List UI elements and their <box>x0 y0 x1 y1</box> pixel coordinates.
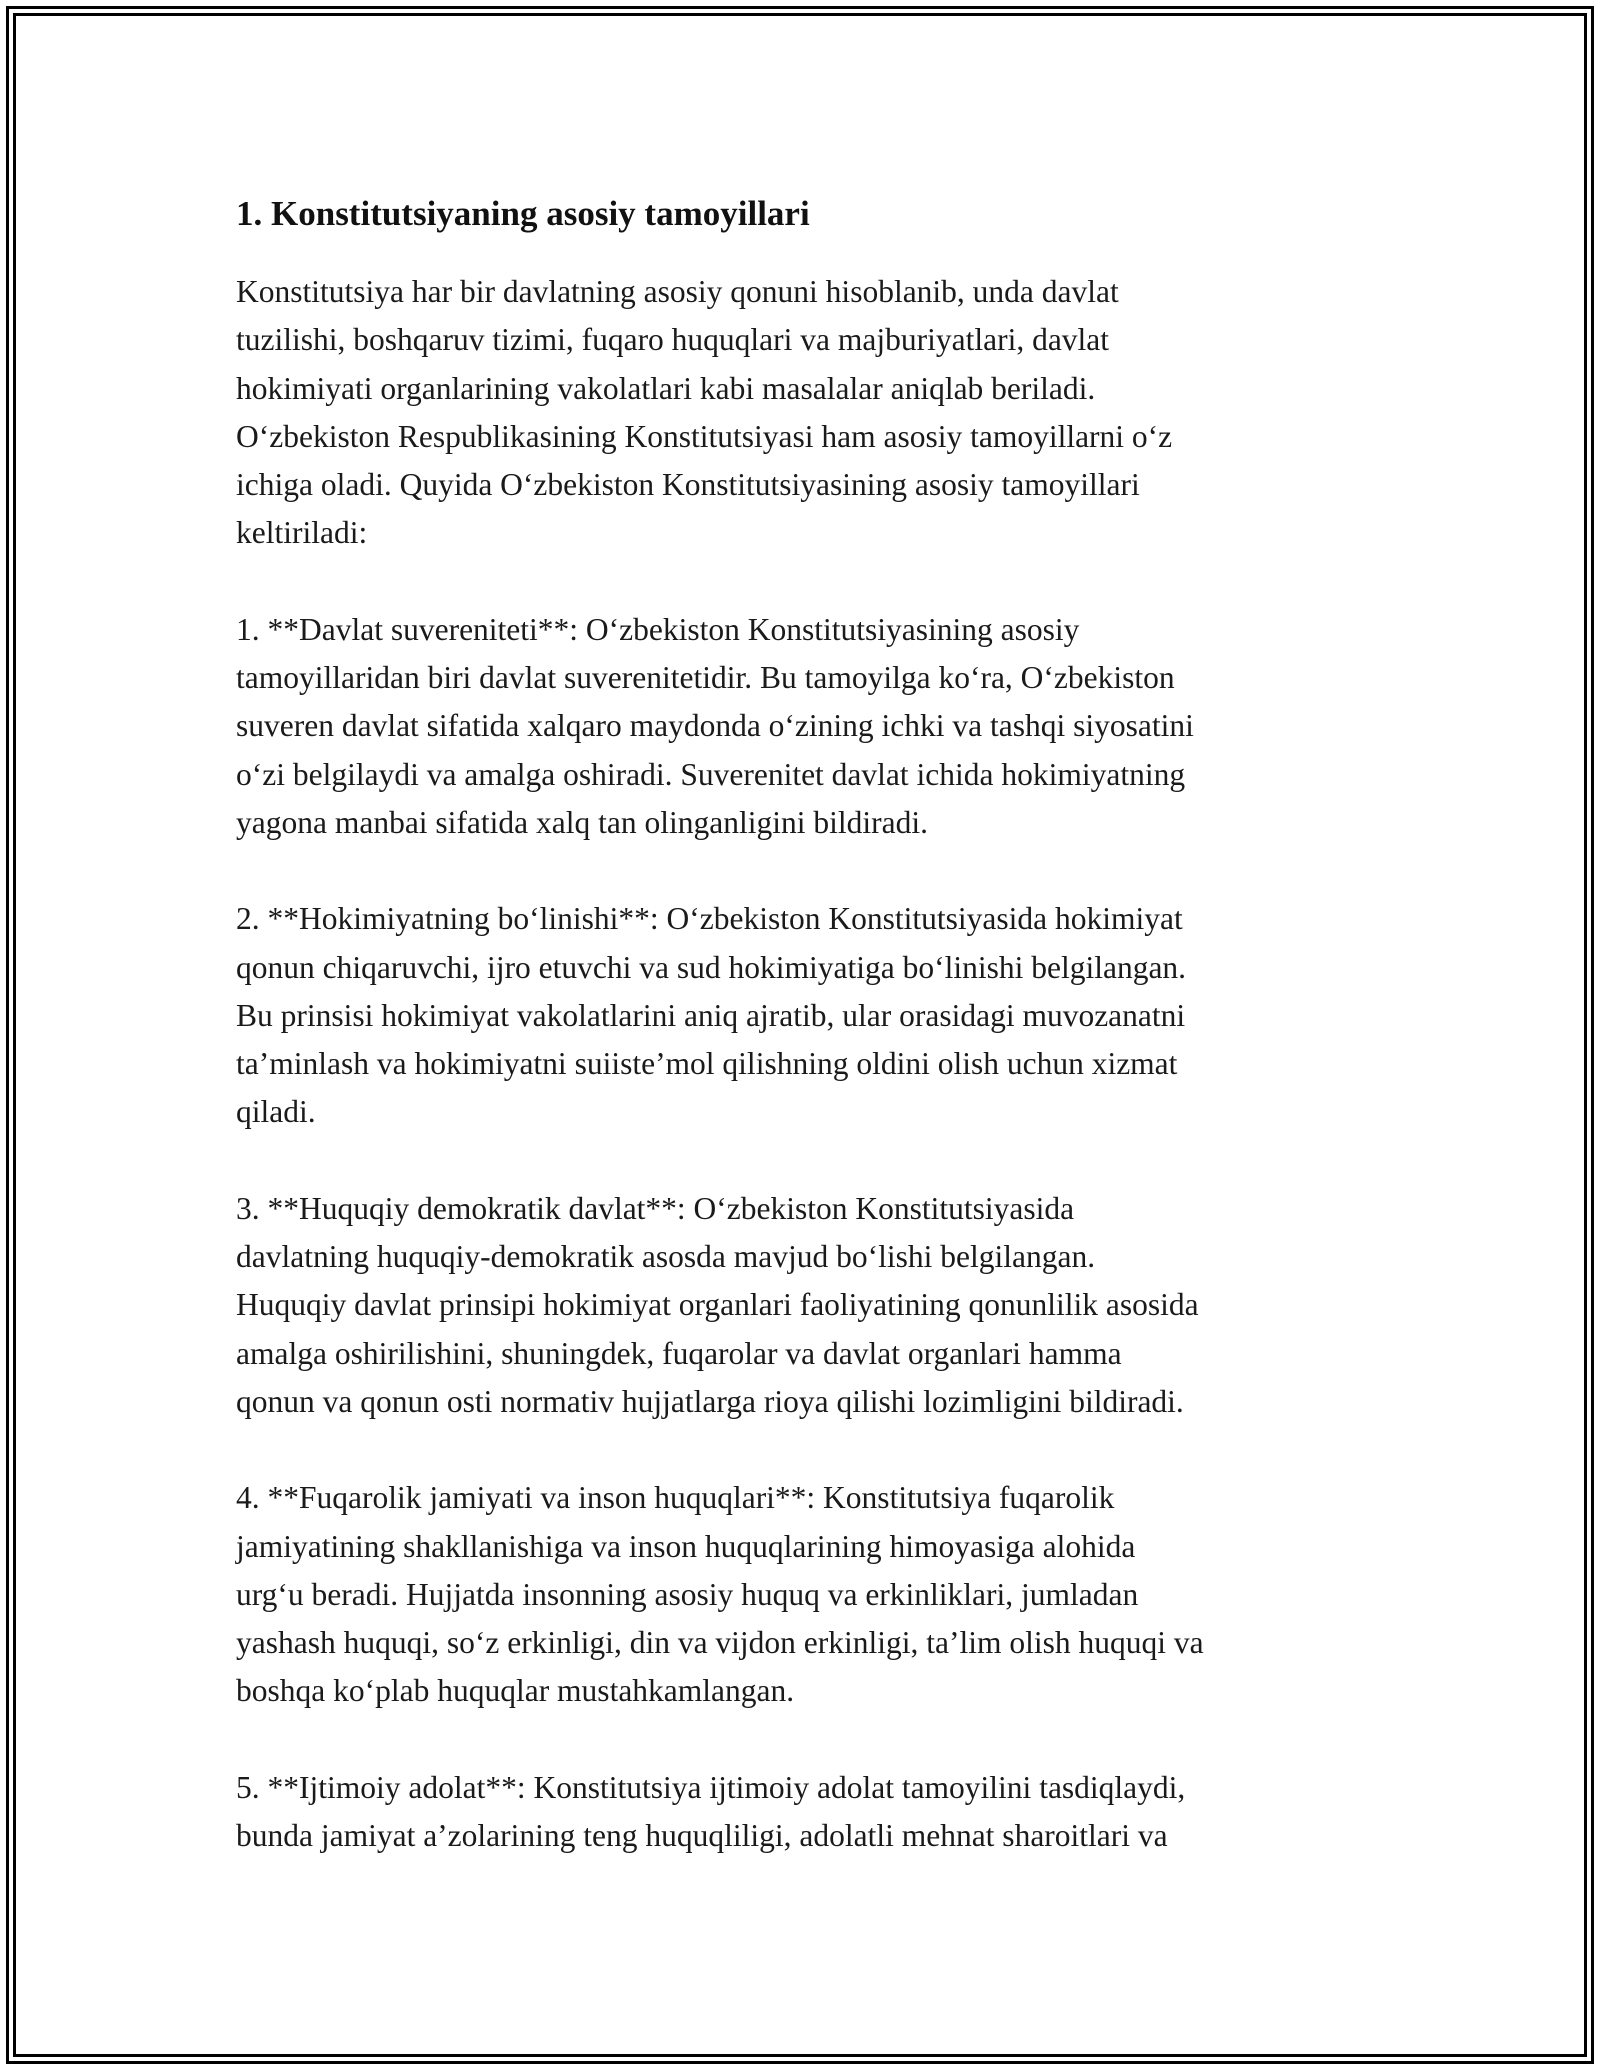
text-line: 1. **Davlat suvereniteti**: O‘zbekiston Konstitutsiyasining asosiy <box>236 611 1080 647</box>
principle-social-justice-paragraph <box>236 1764 1376 1861</box>
text-line: Bu prinsisi hokimiyat vakolatlarini aniq ajratib, ular orasidagi muvozanatni <box>236 997 1186 1033</box>
text-line: ichiga oladi. Quyida O‘zbekiston Konstitutsiyasining asosiy tamoyillari <box>236 467 1140 503</box>
text-line: o‘zi belgilaydi va amalga oshiradi. Suverenitet davlat ichida hokimiyatning <box>236 756 1186 792</box>
text-line: qiladi. <box>236 1094 316 1130</box>
section-heading: 1. Konstitutsiyaning asosiy tamoyillari <box>236 194 810 233</box>
text-line: qonun chiqaruvchi, ijro etuvchi va sud hokimiyatiga bo‘linishi belgilangan. <box>236 949 1187 985</box>
text-line: qonun va qonun osti normativ hujjatlarga rioya qilishi lozimligini bildiradi. <box>236 1383 1184 1419</box>
text-line: keltiriladi: <box>236 515 368 551</box>
text-line: tuzilishi, boshqaruv tizimi, fuqaro huquqlari va majburiyatlari, davlat <box>236 322 1110 358</box>
text-line: ta’minlash va hokimiyatni suiiste’mol qilishning oldini olish uchun xizmat <box>236 1046 1178 1082</box>
document-page <box>236 186 1376 1908</box>
principle-civil-society-paragraph <box>236 1474 1376 1715</box>
text-line: bunda jamiyat a’zolarining teng huquqliligi, adolatli mehnat sharoitlari va <box>236 1818 1168 1854</box>
text-line: yagona manbai sifatida xalq tan olinganligini bildiradi. <box>236 804 928 840</box>
principle-sovereignty-paragraph <box>236 606 1376 847</box>
principle-rule-of-law-paragraph <box>236 1185 1376 1426</box>
text-line: 4. **Fuqarolik jamiyati va inson huquqlari**: Konstitutsiya fuqarolik <box>236 1480 1115 1516</box>
text-line: suveren davlat sifatida xalqaro maydonda o‘zining ichki va tashqi siyosatini <box>236 708 1194 744</box>
text-line: 2. **Hokimiyatning bo‘linishi**: O‘zbekiston Konstitutsiyasida hokimiyat <box>236 901 1183 937</box>
text-line: 5. **Ijtimoiy adolat**: Konstitutsiya ijtimoiy adolat tamoyilini tasdiqlaydi, <box>236 1769 1186 1805</box>
text-line: O‘zbekiston Respublikasining Konstitutsiyasi ham asosiy tamoyillarni o‘z <box>236 418 1173 454</box>
text-line: jamiyatining shakllanishiga va inson huquqlarining himoyasiga alohida <box>236 1528 1136 1564</box>
text-line: Konstitutsiya har bir davlatning asosiy qonuni hisoblanib, unda davlat <box>236 274 1119 309</box>
text-line: amalga oshirilishini, shuningdek, fuqarolar va davlat organlari hamma <box>236 1335 1122 1371</box>
intro-paragraph <box>236 268 1376 558</box>
text-line: 3. **Huquqiy demokratik davlat**: O‘zbekiston Konstitutsiyasida <box>236 1190 1075 1226</box>
text-line: boshqa ko‘plab huquqlar mustahkamlangan. <box>236 1673 795 1709</box>
text-line: yashash huquqi, so‘z erkinligi, din va vijdon erkinligi, ta’lim olish huquqi va <box>236 1625 1204 1661</box>
principle-separation-paragraph <box>236 895 1376 1136</box>
text-line: davlatning huquqiy-demokratik asosda mavjud bo‘lishi belgilangan. <box>236 1239 1096 1275</box>
text-line: Huquqiy davlat prinsipi hokimiyat organlari faoliyatining qonunlilik asosida <box>236 1287 1199 1323</box>
text-line: tamoyillaridan biri davlat suverenitetidir. Bu tamoyilga ko‘ra, O‘zbekiston <box>236 660 1175 696</box>
text-line: urg‘u beradi. Hujjatda insonning asosiy huquq va erkinliklari, jumladan <box>236 1576 1139 1612</box>
text-line: hokimiyati organlarining vakolatlari kabi masalalar aniqlab beriladi. <box>236 370 1096 406</box>
